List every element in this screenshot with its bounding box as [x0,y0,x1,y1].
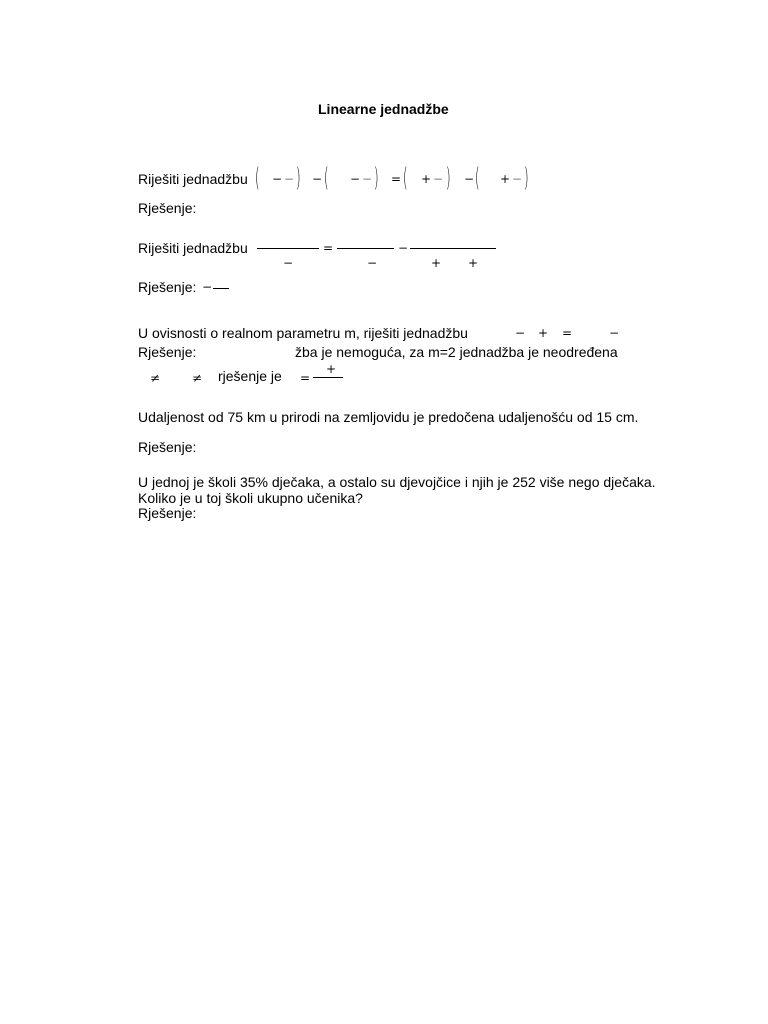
task1-paren-open-3: ( [403,163,408,193]
task3-minus-2: − [609,326,620,340]
task4-text: Udaljenost od 75 km u prirodi na zemljovidu je predočena udaljenošću od 15 cm. [138,409,639,425]
task1-solution-label: Rješenje: [138,200,197,216]
task1-minus-7: − [464,172,475,186]
task1-paren-open-1: ( [255,163,260,193]
task5-line1: U jednoj je školi 35% dječaka, a ostalo su djevojčice i njih je 252 više nego dječaka. [138,474,656,490]
task3-plus: + [538,326,549,340]
task1-minus-2: − [284,172,295,186]
task1-paren-close-2: ) [374,163,379,193]
task3-equals: = [562,326,573,340]
task5-line2: Koliko je u toj školi ukupno učenika? [138,490,363,506]
task1-minus-3: − [312,172,323,186]
task2-fraction-bar-3 [410,248,496,249]
task2-solution-label: Rješenje: [138,279,197,295]
task2-minus-between: − [398,241,409,255]
task1-minus-5: − [362,172,373,186]
task3-neq-1: ≠ [150,371,161,385]
task2-denominator-minus-2: − [367,256,378,270]
task1-minus-8: − [512,172,523,186]
task2-denominator-plus-1: + [431,256,442,270]
task3-solution-label: Rješenje: [138,344,197,360]
task3-solution-text: žba je nemoguća, za m=2 jednadžba je neodređena [295,344,618,360]
task1-paren-close-3: ) [446,163,451,193]
task3-text: U ovisnosti o realnom parametru m, riješiti jednadžbu [138,325,468,341]
task3-equals-solution: = [300,371,311,385]
task2-denominator-plus-2: + [468,256,479,270]
task3-fraction-bar [313,377,343,378]
task5-solution-label: Rješenje: [138,505,197,521]
task2-fraction-bar-1 [257,248,319,249]
task2-label: Riješiti jednadžbu [138,240,248,256]
task2-equals: = [323,241,334,255]
task1-paren-close-1: ) [296,163,301,193]
task2-fraction-bar-2 [337,248,394,249]
task1-plus-1: + [421,172,432,186]
task1-minus-1: − [272,172,283,186]
task3-solution-is: rješenje je [218,368,282,384]
task2-denominator-minus-1: − [283,256,294,270]
task3-fraction-plus: + [326,362,337,376]
task1-paren-close-4: ) [524,163,529,193]
task1-paren-open-4: ( [475,163,480,193]
task4-solution-label: Rješenje: [138,439,197,455]
page-title: Linearne jednadžbe [318,101,449,117]
task1-label: Riješiti jednadžbu [138,171,248,187]
task1-minus-6: − [433,172,444,186]
task1-plus-2: + [500,172,511,186]
task1-minus-4: − [350,172,361,186]
task2-solution-fraction-bar [213,288,229,289]
task3-neq-2: ≠ [192,371,203,385]
task1-paren-open-2: ( [324,163,329,193]
task3-minus-1: − [515,326,526,340]
task1-equals: = [391,172,402,186]
task2-solution-sign: − [202,280,213,294]
